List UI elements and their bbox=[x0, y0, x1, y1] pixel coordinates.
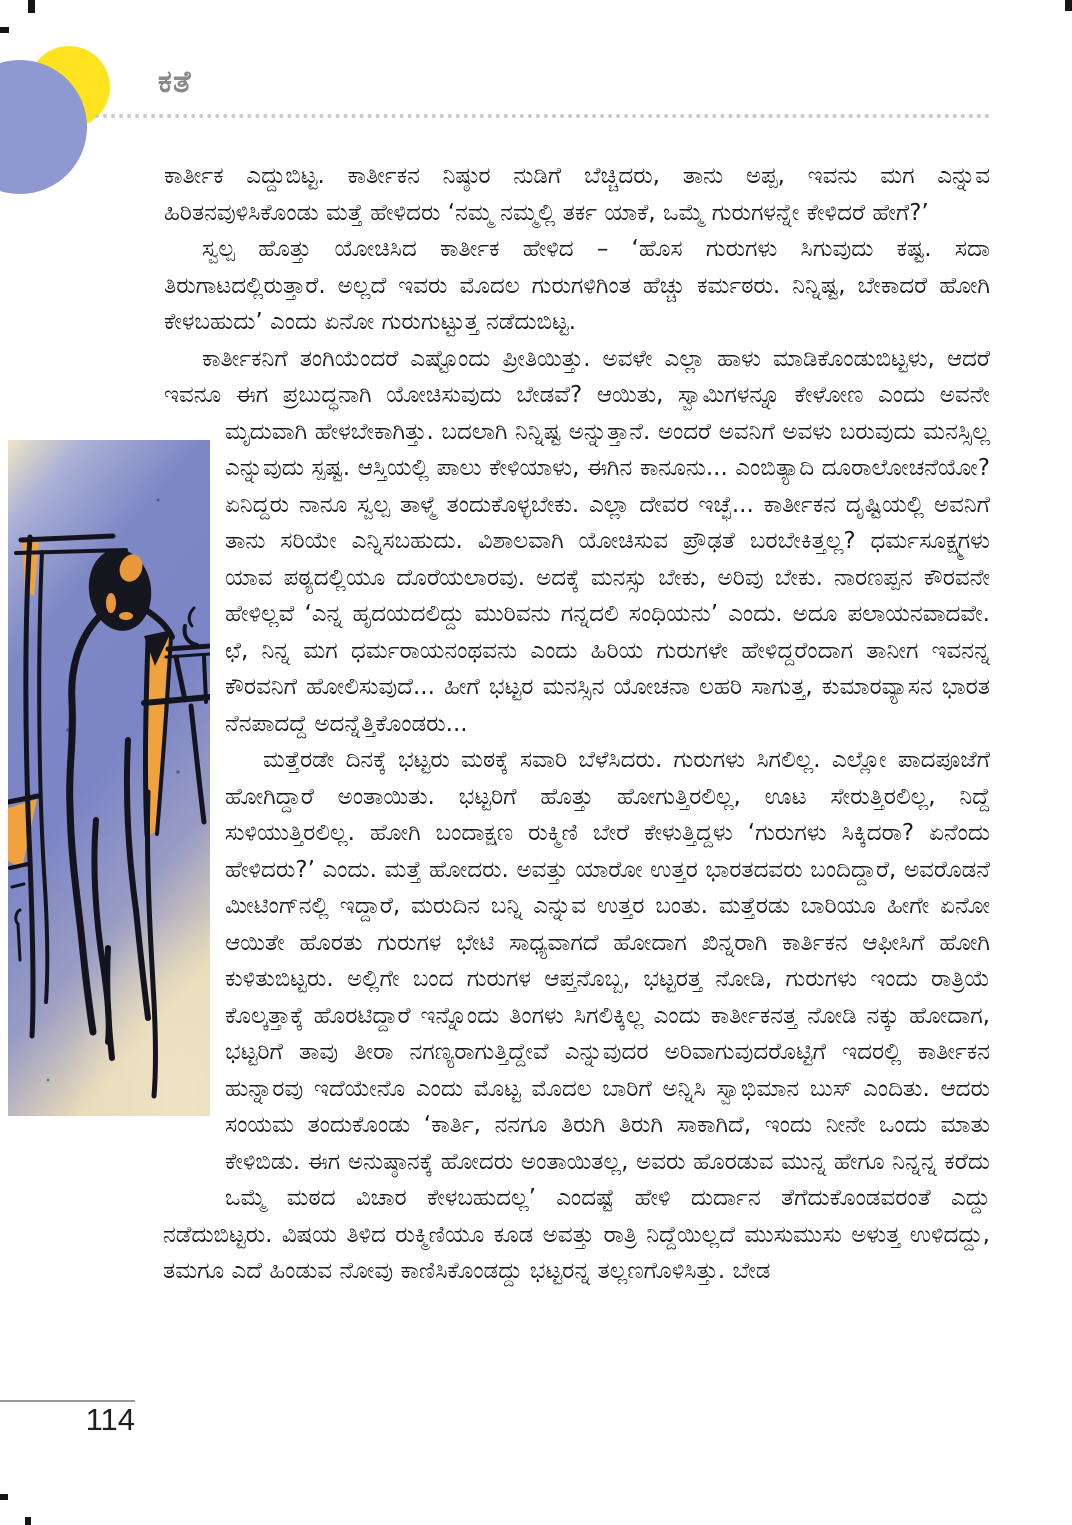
story-paragraph-3: ಕಾರ್ತೀಕನಿಗೆ ತಂಗಿಯೆಂದರೆ ಎಷ್ಟೊಂದು ಪ್ರೀತಿಯಿತ್ತು. ಅವಳೇ ಎಲ್ಲಾ ಹಾಳು ಮಾಡಿಕೊಂಡುಬಿಟ್ಟಳು, ಆದರೆ ಇವನೂ ಈಗ ಪ್ರಬುದ್ಧನಾಗಿ ಯೋಚಿಸುವುದು ಬೇಡವೆ? ಆಯಿತು, ಸ್ವಾಮಿಗಳನ್ನೂ ಕೇಳೋಣ ಎಂದು ಅವನೇ ಮೃದುವಾಗಿ ಹೇಳಬೇಕಾಗಿತ್ತು. ಬದಲಾಗಿ ನಿನ್ನಿಷ್ಟ ಅನ್ನುತ್ತಾನೆ. ಅಂದರೆ ಅವನಿಗೆ ಅವಳು ಬರುವುದು ಮನಸ್ಸಿಲ್ಲ ಎನ್ನುವುದು ಸ್ಪಷ್ಟ. ಆಸ್ತಿಯಲ್ಲಿ ಪಾಲು ಕೇಳಿಯಾಳು, ಈಗಿನ ಕಾನೂನು... ಎಂಬಿತ್ಯಾದಿ ದೂರಾಲೋಚನೆಯೋ? ಏನಿದ್ದರು ನಾನೂ ಸ್ವಲ್ಪ ತಾಳ್ಮೆ ತಂದುಕೊಳ್ಳಬೇಕು. ಎಲ್ಲಾ ದೇವರ ಇಚ್ಛೆ... ಕಾರ್ತೀಕನ ದೃಷ್ಟಿಯಲ್ಲಿ ಅವನಿಗೆ ತಾನು ಸರಿಯೇ ಎನ್ನಿಸಬಹುದು. ವಿಶಾಲವಾಗಿ ಯೋಚಿಸುವ ಪ್ರೌಢತೆ ಬರಬೇಕಿತ್ತಲ್ಲ? ಧರ್ಮಸೂಕ್ಷ್ಮಗಳು ಯಾವ ಪಠ್ಯದಲ್ಲಿಯೂ ದೊರೆಯಲಾರವು. ಅದಕ್ಕೆ ಮನಸ್ಸು ಬೇಕು, ಅರಿವು ಬೇಕು. ನಾರಣಪ್ಪನ ಕೌರವನೇ ಹೇಳಿಲ್ಲವೆ ‘ಎನ್ನ ಹೃದಯದಲಿದ್ದು ಮುರಿವನು ಗನ್ನದಲಿ ಸಂಧಿಯನು’ ಎಂದು. ಅದೂ ಪಲಾಯನವಾದವೇ. ಛೆ, ನಿನ್ನ ಮಗ ಧರ್ಮರಾಯನಂಥವನು ಎಂದು ಹಿರಿಯ ಗುರುಗಳೇ ಹೇಳಿದ್ದರೆಂದಾಗ ತಾನೀಗ ಇವನನ್ನ ಕೌರವನಿಗೆ ಹೋಲಿಸುವುದೆ... ಹೀಗೆ ಭಟ್ಟರ ಮನಸ್ಸಿನ ಯೋಚನಾ ಲಹರಿ ಸಾಗುತ್ತ, ಕುಮಾರವ್ಯಾಸನ ಭಾರತ ನೆನಪಾದದ್ದೆ ಅದನ್ನೆತ್ತಿಕೊಂಡರು... bbox=[164, 345, 990, 737]
crop-mark-bottom-left-bar bbox=[25, 1517, 31, 1525]
page-number: 114 bbox=[85, 1402, 135, 1437]
section-title: ಕತೆ bbox=[158, 64, 192, 100]
crop-mark-top-left-dash bbox=[0, 27, 9, 33]
crop-mark-top-right-bar bbox=[1065, 0, 1072, 11]
story-paragraph-2: ಸ್ವಲ್ಪ ಹೊತ್ತು ಯೋಚಿಸಿದ ಕಾರ್ತೀಕ ಹೇಳಿದ – ‘ಹೊಸ ಗುರುಗಳು ಸಿಗುವುದು ಕಷ್ಟ. ಸದಾ ತಿರುಗಾಟದಲ್ಲಿರುತ್ತಾರೆ. ಅಲ್ಲದೆ ಇವರು ಮೊದಲ ಗುರುಗಳಿಗಿಂತ ಹೆಚ್ಚು ಕರ್ಮಠರು. ನಿನ್ನಿಷ್ಟ, ಬೇಕಾದರೆ ಹೋಗಿ ಕೇಳಬಹುದು’ ಎಂದು ಏನೋ ಗುರುಗುಟ್ಟುತ್ತ ನಡೆದುಬಿಟ್ಟ. bbox=[164, 236, 990, 335]
story-paragraph-4: ಮತ್ತೆರಡೇ ದಿನಕ್ಕೆ ಭಟ್ಟರು ಮಠಕ್ಕೆ ಸವಾರಿ ಬೆಳೆಸಿದರು. ಗುರುಗಳು ಸಿಗಲಿಲ್ಲ. ಎಲ್ಲೋ ಪಾದಪೂಜೆಗೆ ಹೋಗಿದ್ದಾರೆ ಅಂತಾಯಿತು. ಭಟ್ಟರಿಗೆ ಹೊತ್ತು ಹೋಗುತ್ತಿರಲಿಲ್ಲ, ಊಟ ಸೇರುತ್ತಿರಲಿಲ್ಲ, ನಿದ್ದೆ ಸುಳಿಯುತ್ತಿರಲಿಲ್ಲ. ಹೋಗಿ ಬಂದಾಕ್ಷಣ ರುಕ್ಮಿಣಿ ಬೇರೆ ಕೇಳುತ್ತಿದ್ದಳು ‘ಗುರುಗಳು ಸಿಕ್ಕಿದರಾ? ಏನೆಂದು ಹೇಳಿದರು?’ ಎಂದು. ಮತ್ತೆ ಹೋದರು. ಅವತ್ತು ಯಾರೋ ಉತ್ತರ ಭಾರತದವರು ಬಂದಿದ್ದಾರೆ, ಅವರೊಡನೆ ಮೀಟಿಂಗ್‌ನಲ್ಲಿ ಇದ್ದಾರೆ, ಮರುದಿನ ಬನ್ನಿ ಎನ್ನುವ ಉತ್ತರ ಬಂತು. ಮತ್ತೆರಡು ಬಾರಿಯೂ ಹೀಗೇ ಏನೋ ಆಯಿತೇ ಹೊರತು ಗುರುಗಳ ಭೇಟಿ ಸಾಧ್ಯವಾಗದೆ ಹೋದಾಗ ಖಿನ್ನರಾಗಿ ಕಾರ್ತಿಕನ ಆಫೀಸಿಗೆ ಹೋಗಿ ಕುಳಿತುಬಿಟ್ಟರು. ಅಲ್ಲಿಗೇ ಬಂದ ಗುರುಗಳ ಆಪ್ತನೊಬ್ಬ, ಭಟ್ಟರತ್ತ ನೋಡಿ, ಗುರುಗಳು ಇಂದು ರಾತ್ರಿಯೆ ಕೊಲ್ಕತ್ತಾಕ್ಕೆ ಹೊರಟಿದ್ದಾರೆ ಇನ್ನೊಂದು ತಿಂಗಳು ಸಿಗಲಿಕ್ಕಿಲ್ಲ ಎಂದು ಕಾರ್ತೀಕನತ್ತ ನೋಡಿ ನಕ್ಕು ಹೋದಾಗ, ಭಟ್ಟರಿಗೆ ತಾವು ತೀರಾ ನಗಣ್ಯರಾಗುತ್ತಿದ್ದೇವೆ ಎನ್ನುವುದರ ಅರಿವಾಗುವುದರೊಟ್ಟಿಗೆ ಇದರಲ್ಲಿ ಕಾರ್ತೀಕನ ಹುನ್ನಾರವು ಇದೆಯೇನೊ ಎಂದು ಮೊಟ್ಟ ಮೊದಲ ಬಾರಿಗೆ ಅನ್ನಿಸಿ ಸ್ವಾಭಿಮಾನ ಬುಸ್ ಎಂದಿತು. ಆದರು ಸಂಯಮ ತಂದುಕೊಂಡು ‘ಕಾರ್ತಿ, ನನಗೂ ತಿರುಗಿ ತಿರುಗಿ ಸಾಕಾಗಿದೆ, ಇಂದು ನೀನೇ ಒಂದು ಮಾತು ಕೇಳಿಬಿಡು. ಈಗ ಅನುಷ್ಠಾನಕ್ಕೆ ಹೋದರು ಅಂತಾಯಿತಲ್ಲ, ಅವರು ಹೊರಡುವ ಮುನ್ನ ಹೇಗೂ ನಿನ್ನನ್ನ ಕರೆದು ಒಮ್ಮೆ ಮಠದ ವಿಚಾರ ಕೇಳಬಹುದಲ್ಲ’ ಎಂದಷ್ಟೆ ಹೇಳಿ ದುರ್ದಾನ ತೆಗೆದುಕೊಂಡವರಂತೆ ಎದ್ದು ನಡೆದುಬಿಟ್ಟರು. ವಿಷಯ ತಿಳಿದ ರುಕ್ಮಿಣಿಯೂ ಕೂಡ ಅವತ್ತು ರಾತ್ರಿ ನಿದ್ದೆಯಿಲ್ಲದೆ ಮುಸುಮುಸು ಅಳುತ್ತ ಉಳಿದದ್ದು, ತಮಗೂ ಎದೆ ಹಿಂಡುವ ನೋವು ಕಾಣಿಸಿಕೊಂಡದ್ದು ಭಟ್ಟರನ್ನ ತಲ್ಲಣಗೊಳಿಸಿತ್ತು. ಬೇಡ bbox=[163, 747, 990, 1284]
dotted-separator bbox=[95, 114, 990, 118]
float-spacer-illustration bbox=[163, 417, 225, 1188]
crop-mark-top-left-bar bbox=[28, 0, 35, 13]
story-paragraph-1: ಕಾರ್ತೀಕ ಎದ್ದುಬಿಟ್ಟ. ಕಾರ್ತೀಕನ ನಿಷ್ಠುರ ನುಡಿಗೆ ಬೆಚ್ಚಿದರು, ತಾನು ಅಪ್ಪ, ಇವನು ಮಗ ಎನ್ನುವ ಹಿರಿತನವುಳಿಸಿಕೊಂಡು ಮತ್ತೆ ಹೇಳಿದರು ‘ನಮ್ಮ ನಮ್ಮಲ್ಲಿ ತರ್ಕ ಯಾಕೆ, ಒಮ್ಮೆ ಗುರುಗಳನ್ನೇ ಕೇಳಿದರೆ ಹೇಗೆ?’ bbox=[164, 163, 990, 226]
story-text bbox=[163, 158, 990, 1290]
crop-mark-bottom-left-dash bbox=[0, 1494, 8, 1500]
